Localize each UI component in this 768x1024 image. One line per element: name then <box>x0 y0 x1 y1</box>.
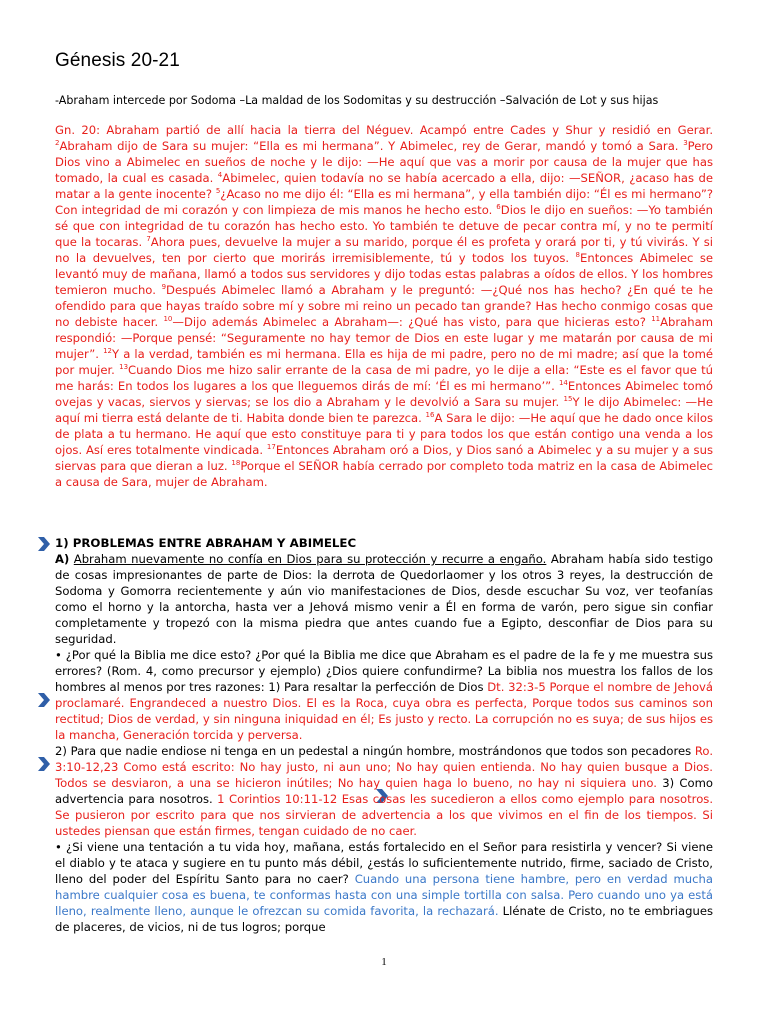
point-a <box>55 551 713 647</box>
verse-number: 7 <box>146 235 151 244</box>
chevron-right-icon <box>37 693 50 707</box>
verse-text: ¿Acaso no me dijo él: “Ella es mi hermana”, y ella también dijo: “Él es mi hermano”? Con integridad de mi corazón y con limpieza de mis manos he hecho esto. <box>55 187 714 217</box>
page-subtitle: -Abraham intercede por Sodoma –La maldad de los Sodomitas y su destrucción –Salvación de Lot y sus hijas <box>55 94 659 107</box>
verse-text: Abimelec, quien todavía no se había acercado a ella, dijo: —SEÑOR, ¿acaso has de matar a la gente inocente? <box>55 171 713 201</box>
chevron-right-icon <box>37 537 50 551</box>
verse-text: Cuando Dios me hizo salir errante de la casa de mi padre, yo le dije a ella: “Este es el favor que tú me harás: En todos los lugares a los que lleguemos dirás de mí: ‘Él es mi hermano’”. <box>55 363 713 393</box>
section-heading: 1) PROBLEMAS ENTRE ABRAHAM Y ABIMELEC <box>55 536 357 550</box>
verse-text: Entonces Abraham oró a Dios, y Dios sanó a Abimelec y a su mujer y a sus siervas para que dieran a luz. <box>55 443 713 473</box>
reason-text: 3) Como advertencia para nosotros. <box>55 776 713 806</box>
verse-number: 8 <box>575 251 581 260</box>
verse-number: 6 <box>496 203 501 212</box>
verse-text: A Sara le dijo: —He aquí que he dado once kilos de plata a tu hermano. He aquí que esto constituye para ti y para todos los que están contigo una venda a los ojos. Así eres totalmente vindicada. <box>55 411 713 457</box>
reason-2 <box>55 743 713 839</box>
question-text: • ¿Por qué la Biblia me dice esto? ¿Por qué la Biblia me dice que Abraham es el padre de la fe y me muestra sus errores? (Rom. 4, como precursor y ejemplo) ¿Dios quiere confundirme? La biblia nos muestra los fallos de los hombres al menos por tres razones: 1) Para resaltar la perfección de Dios <box>55 648 713 694</box>
scripture-reference: Ro. 3:10-12,23 Como está escrito: No hay justo, ni aun uno; No hay quien entienda. No hay quien busque a Dios. Todos se desviaron, a una se hicieron inútiles; No hay quien haga lo bueno, no hay ni siquiera uno. <box>55 744 713 790</box>
verse-text: Dios le dijo en sueños: —Yo también sé que con integridad de tu corazón has hecho esto. Yo también te detuve de pecar contra mí, y no te permití que la tocaras. <box>55 203 713 249</box>
verse-text: Después Abimelec llamó a Abraham y le preguntó: —¿Qué nos has hecho? ¿En qué te he ofendido para que hayas traído sobre mí y sobre mi reino un pecado tan grande? Has hecho conmigo cosas que no debiste hacer. <box>55 283 713 329</box>
commentary-section <box>55 535 713 935</box>
verse-text: —Dijo además Abimelec a Abraham—: ¿Qué has visto, para que hicieras esto? <box>172 315 646 329</box>
verse-number: 15 <box>563 395 573 404</box>
point-a-title: Abraham nuevamente no confía en Dios para su protección y recurre a engaño. <box>73 552 547 566</box>
point-a-text: Abraham había sido testigo de cosas impresionantes de parte de Dios: la derrota de Quedorlaomer y los otros 3 reyes, la destrucción de Sodoma y Gomorra recientemente y aún vio manifestaciones de Dios, desde escuchar Su voz, ver teofanías como el horno y la antorcha, hasta ver a Jehová mismo venir a Él en forma de varón, pero sigue sin confiar completamente y tropezó con la misma piedra que antes cuando fue a Egipto, desconfiar de Dios para su seguridad. <box>55 552 713 646</box>
verse-number: 5 <box>215 187 221 196</box>
verse-text: Abraham respondió: —Porque pensé: “Seguramente no hay temor de Dios en este lugar y me matarán por causa de mi mujer”. <box>55 315 714 361</box>
verse-number: 18 <box>231 459 241 468</box>
verse-number: 17 <box>266 443 276 452</box>
verse-number: 3 <box>683 139 688 148</box>
verse-text: Y a la verdad, también es mi hermana. Ella es hija de mi padre, pero no de mi madre; así que la tomé por mujer. <box>55 347 713 377</box>
question-2 <box>55 839 713 935</box>
verse-text: Entonces Abimelec se levantó muy de mañana, llamó a todos sus servidores y dijo todas estas palabras a oídos de ellos. Y los hombres temieron mucho. <box>55 251 714 297</box>
verse-text: Abraham partió de allí hacia la tierra del Néguev. Acampó entre Cades y Shur y residió en Gerar. <box>106 123 714 137</box>
verse-number: 2 <box>55 139 60 148</box>
page-number: 1 <box>381 956 387 968</box>
verse-number: 14 <box>558 379 568 388</box>
verse-text: Porque el SEÑOR había cerrado por completo toda matriz en la casa de Abimelec a causa de Sara, mujer de Abraham. <box>55 459 713 489</box>
genesis-passage <box>55 122 713 490</box>
illustration-text: Cuando una persona tiene hambre, pero en verdad mucha hambre cualquier cosa es buena, te conformas hasta con una simple tortilla con salsa. Pero cuando uno ya está lleno, realmente lleno, aunque le ofrezcan su comida favorita, la rechazará. <box>55 872 713 918</box>
verse-text: Y le dijo Abimelec: —He aquí mi tierra está delante de ti. Habita donde bien te parezca. <box>55 395 713 425</box>
reason-text: 2) Para que nadie endiose ni tenga en un pedestal a ningún hombre, mostrándonos que todos son pecadores <box>55 744 692 758</box>
point-label: A) <box>55 552 70 566</box>
question-text: • ¿Si viene una tentación a tu vida hoy, mañana, estás fortalecido en el Señor para resistirla y vencer? Si viene el diablo y te ataca y sugiere en tu punto más débil, ¿estás lo suficientemente nutrido, firme, saciado de Cristo, lleno del poder del Espíritu Santo para no caer? <box>55 840 713 886</box>
verse-number: 4 <box>217 171 223 180</box>
scripture-reference: Dt. 32:3-5 Porque el nombre de Jehová proclamaré. Engrandeced a nuestro Dios. El es la Roca, cuya obra es perfecta, Porque todos sus caminos son rectitud; Dios de verdad, y sin ninguna iniquidad en él; Es justo y recto. La corrupción no es suya; de sus hijos es la mancha, Generación torcida y perversa. <box>55 680 714 742</box>
passage-label: Gn. 20: <box>55 123 101 137</box>
question-text: Llénate de Cristo, no te embriagues de placeres, de vicios, ni de tus logros; porque <box>55 904 714 934</box>
chevron-right-icon <box>37 757 50 771</box>
page-title: Génesis 20-21 <box>55 50 180 71</box>
verse-text: Abraham dijo de Sara su mujer: “Ella es mi hermana”. Y Abimelec, rey de Gerar, mandó y tomó a Sara. <box>59 139 679 153</box>
question-1 <box>55 647 713 743</box>
verse-number: 11 <box>651 315 661 324</box>
verse-text: Entonces Abimelec tomó ovejas y vacas, siervos y siervas; se los dio a Abraham y le devolvió a Sara su mujer. <box>55 379 713 409</box>
verse-text: Pero Dios vino a Abimelec en sueños de noche y le dijo: —He aquí que vas a morir por causa de la mujer que has tomado, la cual es casada. <box>55 139 713 185</box>
verse-text: Ahora pues, devuelve la mujer a su marido, porque él es profeta y orará por ti, y tú vivirás. Y si no la devuelves, ten por cierto que morirás irremisiblemente, tú y todos los tuyos. <box>55 235 713 265</box>
verse-number: 13 <box>119 363 129 372</box>
verse-number: 16 <box>425 411 435 420</box>
scripture-reference: 1 Corintios 10:11-12 Esas cosas les sucedieron a ellos como ejemplo para nosotros. Se pusieron por escrito para que nos sirvieran de advertencia a los que vivimos en el fin de los tiempos. Si ustedes piensan que están firmes, tengan cuidado de no caer. <box>55 792 714 838</box>
verse-number: 12 <box>103 347 112 356</box>
verse-number: 9 <box>161 283 167 292</box>
verse-number: 10 <box>163 315 173 324</box>
